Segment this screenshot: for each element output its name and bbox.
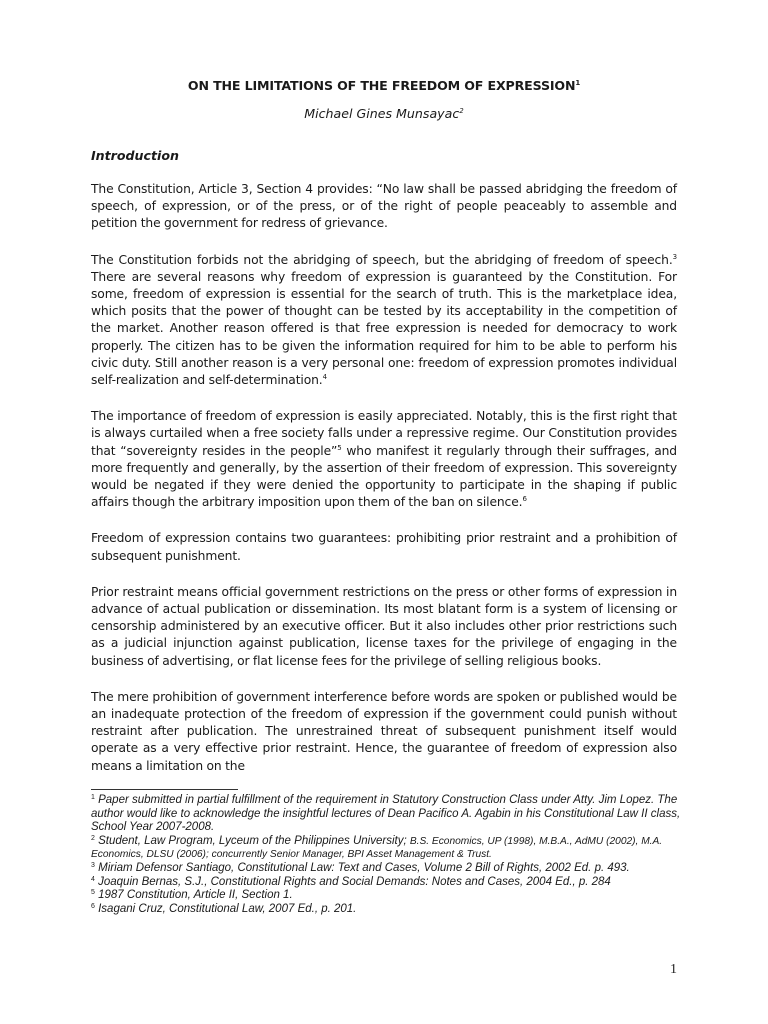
footnote-4: $^4$ Joaquin Bernas, S.J., Constitutional Rights and Social Demands: Notes and Cases, 2004 Ed., p. 284 <box>91 875 611 888</box>
paragraph-2: The Constitution forbids not the abridging of speech, but the abridging of freedom of speech.$^3$ There are several reasons why freedom of expression is guaranteed by the Constitution. For some, freedom of expression is essential for the search of truth. This is the marketplace idea, which posits that the power of thought can be tested by its acceptability in the competition of the market. Another reason offered is that free expression is needed for democracy to work properly. The citizen has to be given the information required for him to be able to perform his civic duty. Still another reason is a very personal one: freedom of expression promotes individual self-realization and self-determination.$^4$ <box>91 252 677 388</box>
paragraph-5: Prior restraint means official government restrictions on the press or other forms of expression in advance of actual publication or dissemination. Its most blatant form is a system of licensing or censorship administered by an executive officer. But it also includes other prior restrictions such as a judicial injunction against publication, license taxes for the privilege of engaging in the business of advertising, or flat license fees for the privilege of selling religious books. <box>91 584 677 668</box>
footnote-2: $^2$ Student, Law Program, Lyceum of the Philippines University; B.S. Economics, UP (1998), M.B.A., AdMU (2002), M.A. Economics, DLSU (2006); concurrently Senior Manager, BPI Asset Management & Trust. <box>91 834 663 861</box>
page-number: 1 <box>670 962 677 977</box>
body-content <box>91 78 677 775</box>
footnote-ref-2[interactable]: 2 <box>459 107 464 115</box>
paragraph-6: The mere prohibition of government interference before words are spoken or published would be an inadequate protection of the freedom of expression if the government could punish without restraint after publication. The unrestrained threat of subsequent punishment itself would operate as a very effective prior restraint. Hence, the guarantee of freedom of expression also means a limitation on the <box>91 689 677 773</box>
footnote-ref-5[interactable]: 5 <box>337 443 342 452</box>
paragraph-1: The Constitution, Article 3, Section 4 provides: “No law shall be passed abridging the freedom of speech, of expression, or of the press, or of the right of people peaceably to assemble and petition the government for redress of grievance. <box>91 182 677 231</box>
footnote-separator <box>91 789 238 790</box>
footnotes <box>91 794 681 916</box>
document-title: ON THE LIMITATIONS OF THE FREEDOM OF EXPRESSION$^1$ <box>187 78 581 93</box>
footnote-5: $^5$ 1987 Constitution, Article II, Section 1. <box>91 889 293 902</box>
section-heading: Introduction <box>91 148 179 163</box>
footnote-6: $^6$ Isagani Cruz, Constitutional Law, 2007 Ed., p. 201. <box>91 902 357 915</box>
footnote-3: $^3$ Miriam Defensor Santiago, Constitutional Law: Text and Cases, Volume 2 Bill of Rights, 2002 Ed. p. 493. <box>91 861 630 874</box>
footnote-ref-3[interactable]: 3 <box>672 252 677 261</box>
footnote-ref-1[interactable]: 1 <box>575 79 581 87</box>
footnote-ref-6[interactable]: 6 <box>522 495 527 504</box>
footnote-ref-4[interactable]: 4 <box>322 373 327 382</box>
footnote-1: $^1$ Paper submitted in partial fulfillment of the requirement in Statutory Construction Class under Atty. Jim Lopez. The author would like to acknowledge the insightful lectures of Dean Pacifico A. Agabin in his Constitutional Law II class, School Year 2007-2008. <box>91 794 681 834</box>
paragraph-4: Freedom of expression contains two guarantees: prohibiting prior restraint and a prohibition of subsequent punishment. <box>91 531 677 563</box>
author-name: Michael Gines Munsayac$^2$ <box>304 106 464 121</box>
paragraph-3: The importance of freedom of expression is easily appreciated. Notably, this is the first right that is always curtailed when a free society falls under a repressive regime. Our Constitution provides that “sovereignty resides in the people”$^5$ who manifest it regularly through their suffrages, and more frequently and generally, by the assertion of their freedom of expression. This sovereignty would be negated if they were denied the opportunity to participate in the shaping if public affairs though the arbitrary imposition upon them of the ban on silence.$^6$ <box>91 409 677 510</box>
